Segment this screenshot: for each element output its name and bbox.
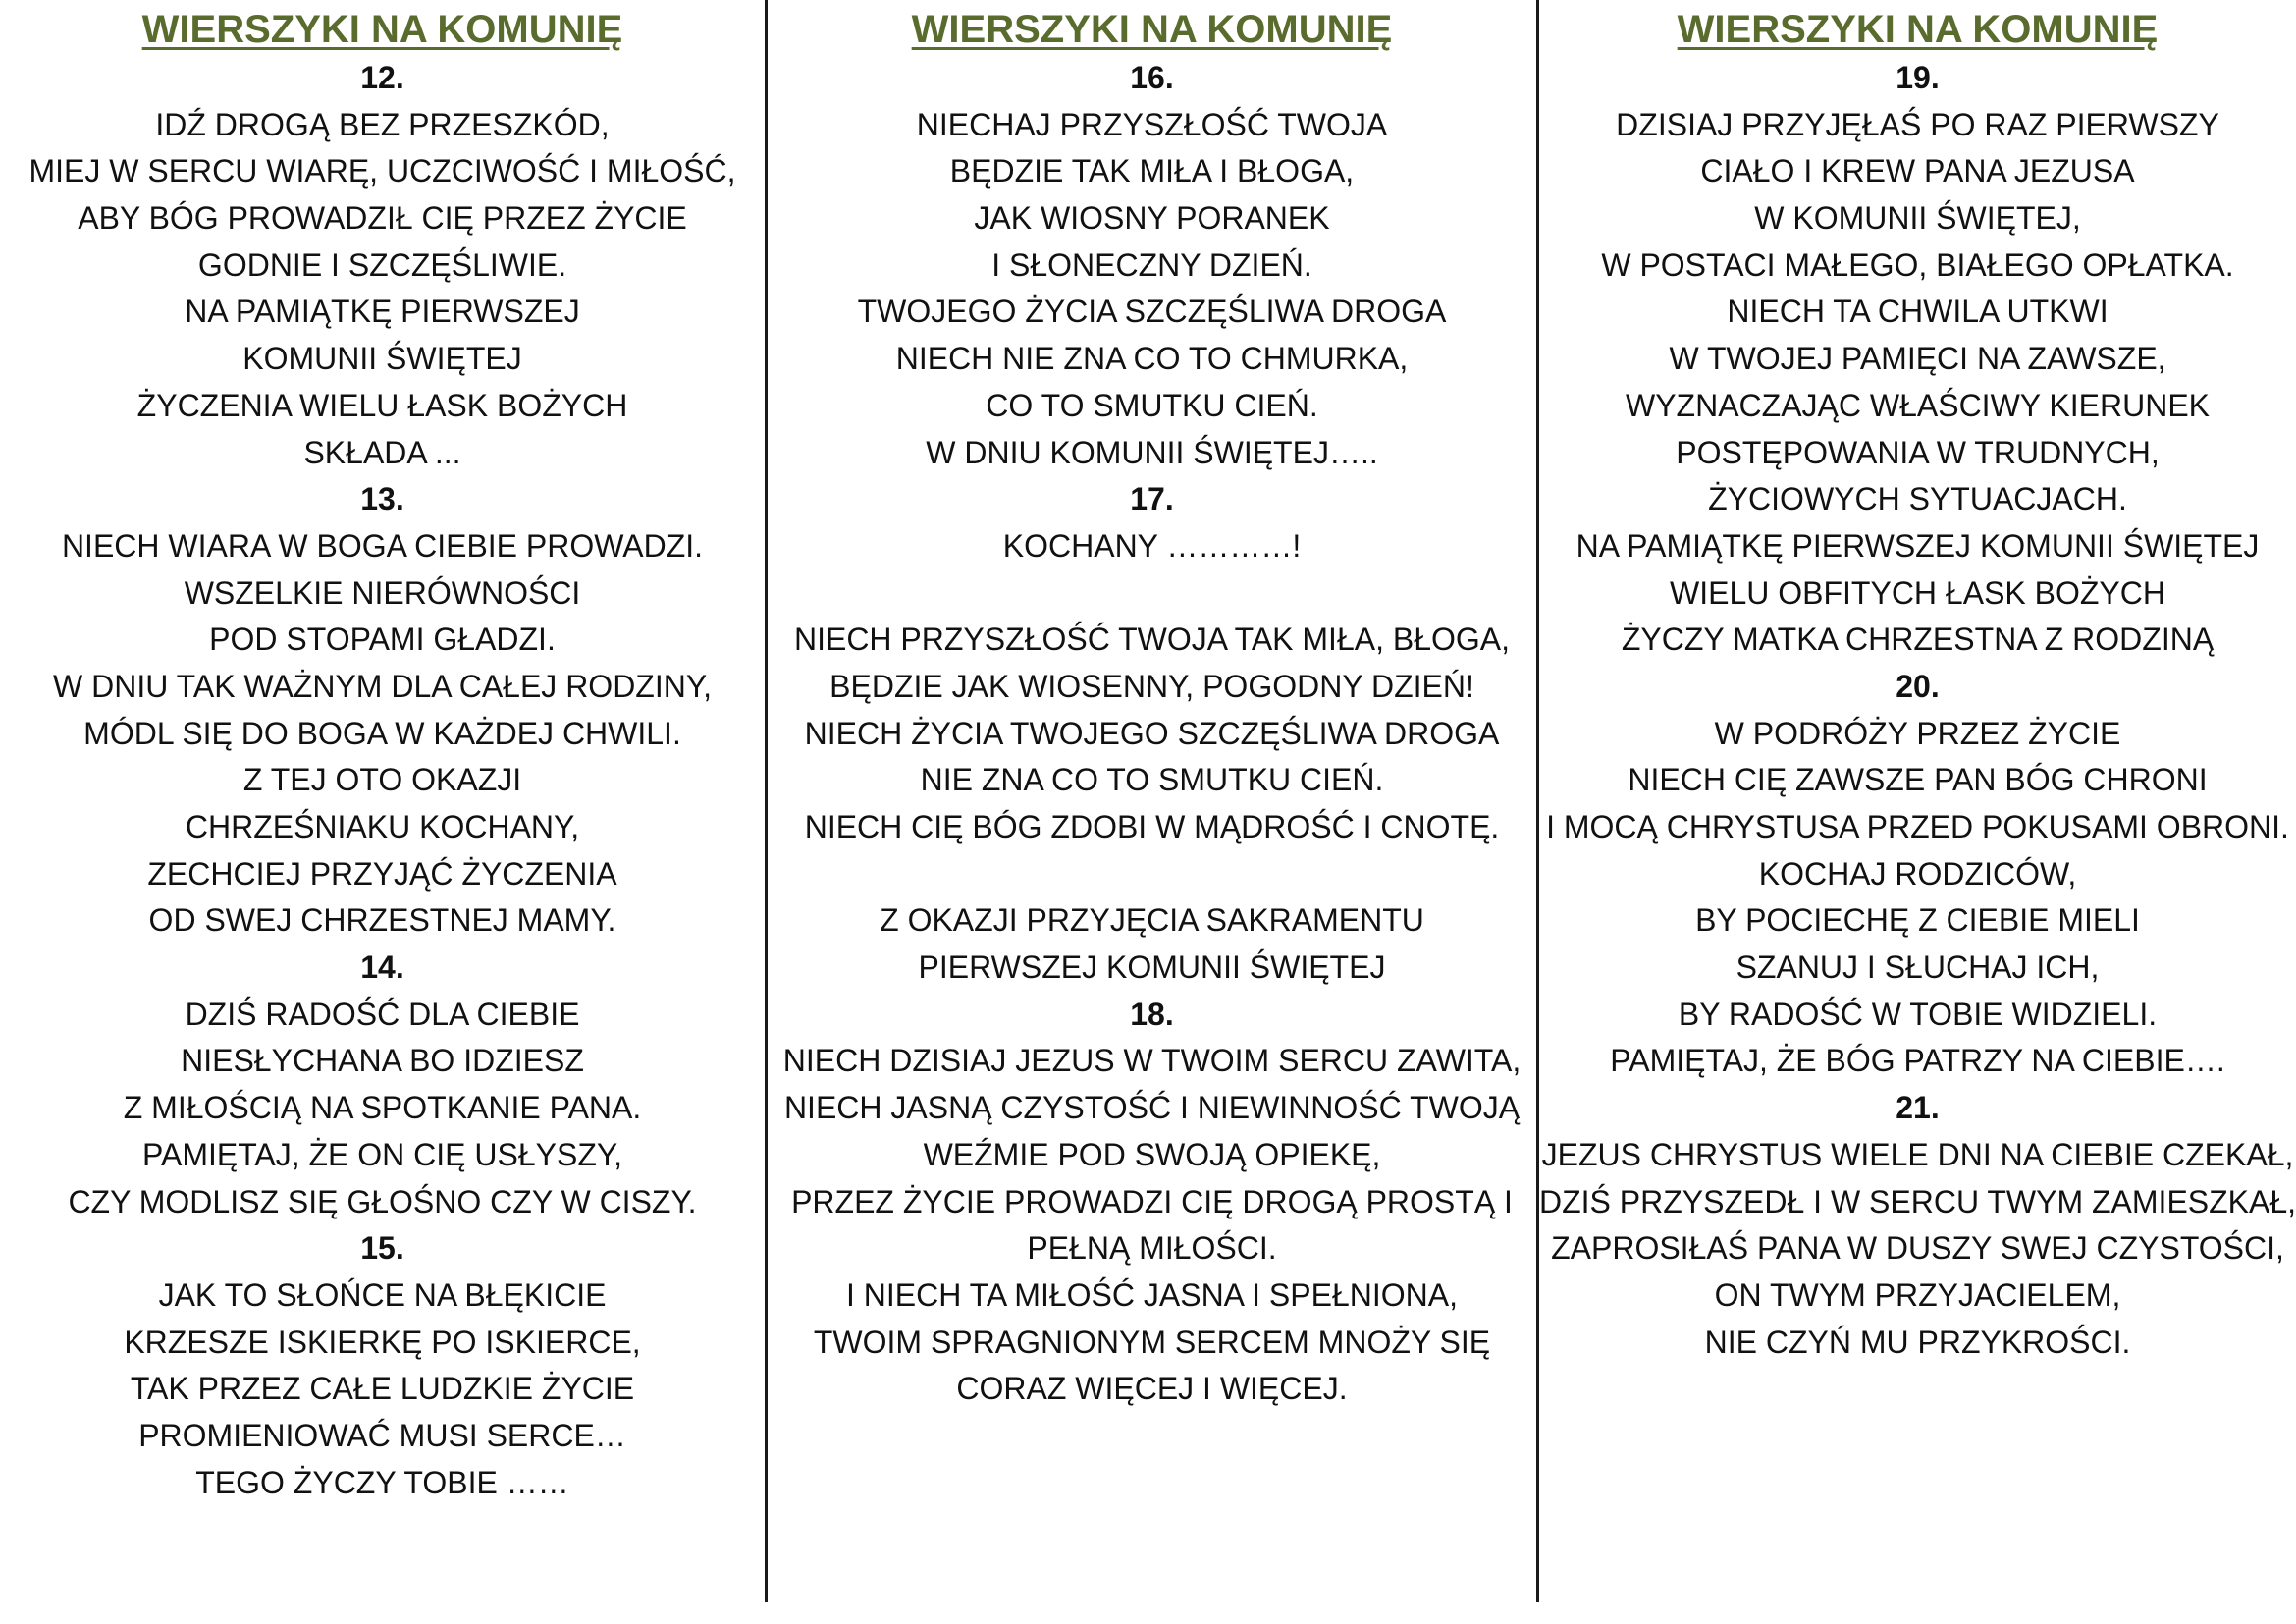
poem-line: POSTĘPOWANIA W TRUDNYCH, xyxy=(1676,434,2160,470)
poem-16 xyxy=(767,55,1537,476)
poem-line: TAK PRZEZ CAŁE LUDZKIE ŻYCIE xyxy=(130,1371,635,1407)
poem-line: ABY BÓG PROWADZIŁ CIĘ PRZEZ ŻYCIE xyxy=(78,200,687,237)
poem-line: BĘDZIE TAK MIŁA I BŁOGA, xyxy=(949,153,1355,189)
poem-line: DZIŚ RADOŚĆ DLA CIEBIE xyxy=(185,996,580,1032)
poem-line: NIECH NIE ZNA CO TO CHMURKA, xyxy=(895,341,1409,377)
poem-line: NIECHAJ PRZYSZŁOŚĆ TWOJA xyxy=(916,106,1388,142)
poem-line: WSZELKIE NIERÓWNOŚCI xyxy=(184,574,581,611)
poem-line: POD STOPAMI GŁADZI. xyxy=(209,622,556,658)
poem-line: W KOMUNII ŚWIĘTEJ, xyxy=(1754,200,2081,237)
poem-line: NIESŁYCHANA BO IDZIESZ xyxy=(181,1043,584,1079)
poem-line: ZECHCIEJ PRZYJĄĆ ŻYCZENIA xyxy=(147,855,617,892)
poem-line: I SŁONECZNY DZIEŃ. xyxy=(991,246,1312,283)
poem-line: JAK WIOSNY PORANEK xyxy=(974,200,1330,237)
poem-line: WIELU OBFITYCH ŁASK BOŻYCH xyxy=(1670,574,2165,611)
poem-line: NIE CZYŃ MU PRZYKROŚCI. xyxy=(1704,1324,2131,1360)
poem-line: SKŁADA ... xyxy=(303,434,461,470)
poem-line: JAK TO SŁOŃCE NA BŁĘKICIE xyxy=(158,1276,607,1313)
poem-number: 20. xyxy=(1896,668,1940,704)
poem-line: IDŹ DROGĄ BEZ PRZESZKÓD, xyxy=(155,106,610,142)
poem-19 xyxy=(1539,55,2296,664)
poem-line: Z OKAZJI PRZYJĘCIA SAKRAMENTU xyxy=(880,902,1424,939)
poem-number: 19. xyxy=(1896,60,1940,95)
poem-line: WEŹMIE POD SWOJĄ OPIEKĘ, xyxy=(923,1136,1381,1172)
poem-line: W POSTACI MAŁEGO, BIAŁEGO OPŁATKA. xyxy=(1601,246,2234,283)
poem-13 xyxy=(0,476,765,945)
poem-17 xyxy=(767,476,1537,992)
poem-line: OD SWEJ CHRZESTNEJ MAMY. xyxy=(148,902,616,939)
poem-line: I MOCĄ CHRYSTUSA PRZED POKUSAMI OBRONI. xyxy=(1546,809,2289,844)
poem-number: 13. xyxy=(360,481,404,517)
poem-line: Z TEJ OTO OKAZJI xyxy=(242,762,522,798)
poem-number: 14. xyxy=(360,949,404,986)
poem-line: SZANUJ I SŁUCHAJ ICH, xyxy=(1735,949,2100,986)
column-heading: WIERSZYKI NA KOMUNIĘ xyxy=(1677,8,2159,51)
poem-number: 16. xyxy=(1130,60,1174,95)
poem-line: NA PAMIĄTKĘ PIERWSZEJ xyxy=(185,294,580,330)
poem-line: PIERWSZEJ KOMUNII ŚWIĘTEJ xyxy=(918,949,1386,986)
poem-number: 18. xyxy=(1130,996,1174,1032)
poem-line: ŻYCZY MATKA CHRZESTNA Z RODZINĄ xyxy=(1621,622,2215,658)
poem-line: CORAZ WIĘCEJ I WIĘCEJ. xyxy=(956,1371,1348,1407)
poem-line: JEZUS CHRYSTUS WIELE DNI NA CIEBIE CZEKAŁ, xyxy=(1541,1136,2294,1172)
poem-line: KRZESZE ISKIERKĘ PO ISKIERCE, xyxy=(124,1324,641,1360)
poem-14 xyxy=(0,945,765,1225)
poem-list xyxy=(767,55,1537,1413)
poem-line: CIAŁO I KREW PANA JEZUSA xyxy=(1700,153,2135,189)
poem-number: 21. xyxy=(1896,1090,1940,1126)
poem-18 xyxy=(767,992,1537,1413)
poem-line: GODNIE I SZCZĘŚLIWIE. xyxy=(197,246,567,283)
poem-line: NIE ZNA CO TO SMUTKU CIEŃ. xyxy=(920,762,1384,798)
poem-line: ZAPROSIŁAŚ PANA W DUSZY SWEJ CZYSTOŚCI, xyxy=(1551,1230,2284,1267)
poem-21 xyxy=(1539,1085,2296,1366)
poem-line: I NIECH TA MIŁOŚĆ JASNA I SPEŁNIONA, xyxy=(846,1276,1458,1313)
poem-line: KOCHAJ RODZICÓW, xyxy=(1758,855,2077,892)
poem-line: PROMIENIOWAĆ MUSI SERCE… xyxy=(138,1417,626,1453)
poem-line: NIECH CIĘ BÓG ZDOBI W MĄDROŚĆ I CNOTĘ. xyxy=(804,809,1500,844)
poem-line: Z MIŁOŚCIĄ NA SPOTKANIE PANA. xyxy=(123,1090,642,1126)
column-heading: WIERSZYKI NA KOMUNIĘ xyxy=(911,8,1393,51)
column-3 xyxy=(1539,0,2296,1624)
poem-line: NA PAMIĄTKĘ PIERWSZEJ KOMUNII ŚWIĘTEJ xyxy=(1575,527,2260,564)
poem-line: ON TWYM PRZYJACIELEM, xyxy=(1714,1276,2121,1313)
poem-line: W TWOJEJ PAMIĘCI NA ZAWSZE, xyxy=(1669,341,2166,377)
poem-line: PAMIĘTAJ, ŻE BÓG PATRZY NA CIEBIE…. xyxy=(1610,1043,2225,1079)
poem-line: MIEJ W SERCU WIARĘ, UCZCIWOŚĆ I MIŁOŚĆ, xyxy=(28,153,736,189)
poem-line: KOCHANY …………! xyxy=(1002,527,1302,564)
poem-12 xyxy=(0,55,765,476)
poem-line: MÓDL SIĘ DO BOGA W KAŻDEJ CHWILI. xyxy=(83,715,681,751)
poem-line: DZISIAJ PRZYJĘŁAŚ PO RAZ PIERWSZY xyxy=(1616,106,2219,142)
poem-line: CZY MODLISZ SIĘ GŁOŚNO CZY W CISZY. xyxy=(68,1183,697,1219)
poem-line: NIECH JASNĄ CZYSTOŚĆ I NIEWINNOŚĆ TWOJĄ xyxy=(783,1090,1521,1126)
poem-line: WYZNACZAJĄC WŁAŚCIWY KIERUNEK xyxy=(1625,387,2211,423)
column-2 xyxy=(767,0,1537,1624)
poem-line: CO TO SMUTKU CIEŃ. xyxy=(986,387,1318,423)
poem-number: 12. xyxy=(360,60,404,95)
poem-line: NIECH DZISIAJ JEZUS W TWOIM SERCU ZAWITA, xyxy=(782,1043,1522,1079)
poem-15 xyxy=(0,1225,765,1506)
poem-line: NIECH WIARA W BOGA CIEBIE PROWADZI. xyxy=(61,527,704,564)
poem-line: ŻYCIOWYCH SYTUACJACH. xyxy=(1708,481,2127,517)
poem-line: NIECH PRZYSZŁOŚĆ TWOJA TAK MIŁA, BŁOGA, xyxy=(793,622,1511,658)
poem-number: 17. xyxy=(1130,481,1174,517)
poem-line: BY RADOŚĆ W TOBIE WIDZIELI. xyxy=(1678,996,2158,1032)
poem-line: NIECH TA CHWILA UTKWI xyxy=(1727,294,2109,330)
poem-20 xyxy=(1539,664,2296,1085)
blank-line xyxy=(767,570,1537,618)
blank-line xyxy=(767,851,1537,898)
poem-line: TEGO ŻYCZY TOBIE …… xyxy=(195,1464,569,1500)
poem-line: W PODRÓŻY PRZEZ ŻYCIE xyxy=(1714,715,2121,751)
poem-line: NIECH ŻYCIA TWOJEGO SZCZĘŚLIWA DROGA xyxy=(804,715,1500,751)
poem-line: DZIŚ PRZYSZEDŁ I W SERCU TWYM ZAMIESZKAŁ, xyxy=(1539,1183,2296,1219)
poem-line: PEŁNĄ MIŁOŚCI. xyxy=(1027,1230,1277,1267)
poem-line: TWOJEGO ŻYCIA SZCZĘŚLIWA DROGA xyxy=(857,294,1447,330)
poem-line: W DNIU TAK WAŻNYM DLA CAŁEJ RODZINY, xyxy=(53,668,712,704)
column-1 xyxy=(0,0,765,1624)
poem-line: PAMIĘTAJ, ŻE ON CIĘ USŁYSZY, xyxy=(142,1136,622,1172)
column-heading: WIERSZYKI NA KOMUNIĘ xyxy=(141,8,623,51)
poem-line: W DNIU KOMUNII ŚWIĘTEJ….. xyxy=(926,434,1378,470)
poem-list xyxy=(1539,55,2296,1366)
poem-line: PRZEZ ŻYCIE PROWADZI CIĘ DROGĄ PROSTĄ I xyxy=(791,1183,1513,1219)
poem-number: 15. xyxy=(360,1230,404,1267)
poem-line: BĘDZIE JAK WIOSENNY, POGODNY DZIEŃ! xyxy=(829,668,1474,704)
poem-line: ŻYCZENIA WIELU ŁASK BOŻYCH xyxy=(136,387,628,423)
poem-line: BY POCIECHĘ Z CIEBIE MIELI xyxy=(1695,902,2140,939)
poem-list xyxy=(0,55,765,1506)
poem-line: CHRZEŚNIAKU KOCHANY, xyxy=(185,809,580,844)
poem-line: TWOIM SPRAGNIONYM SERCEM MNOŻY SIĘ xyxy=(813,1324,1491,1360)
poem-line: KOMUNII ŚWIĘTEJ xyxy=(242,341,522,377)
poem-line: NIECH CIĘ ZAWSZE PAN BÓG CHRONI xyxy=(1628,762,2208,798)
